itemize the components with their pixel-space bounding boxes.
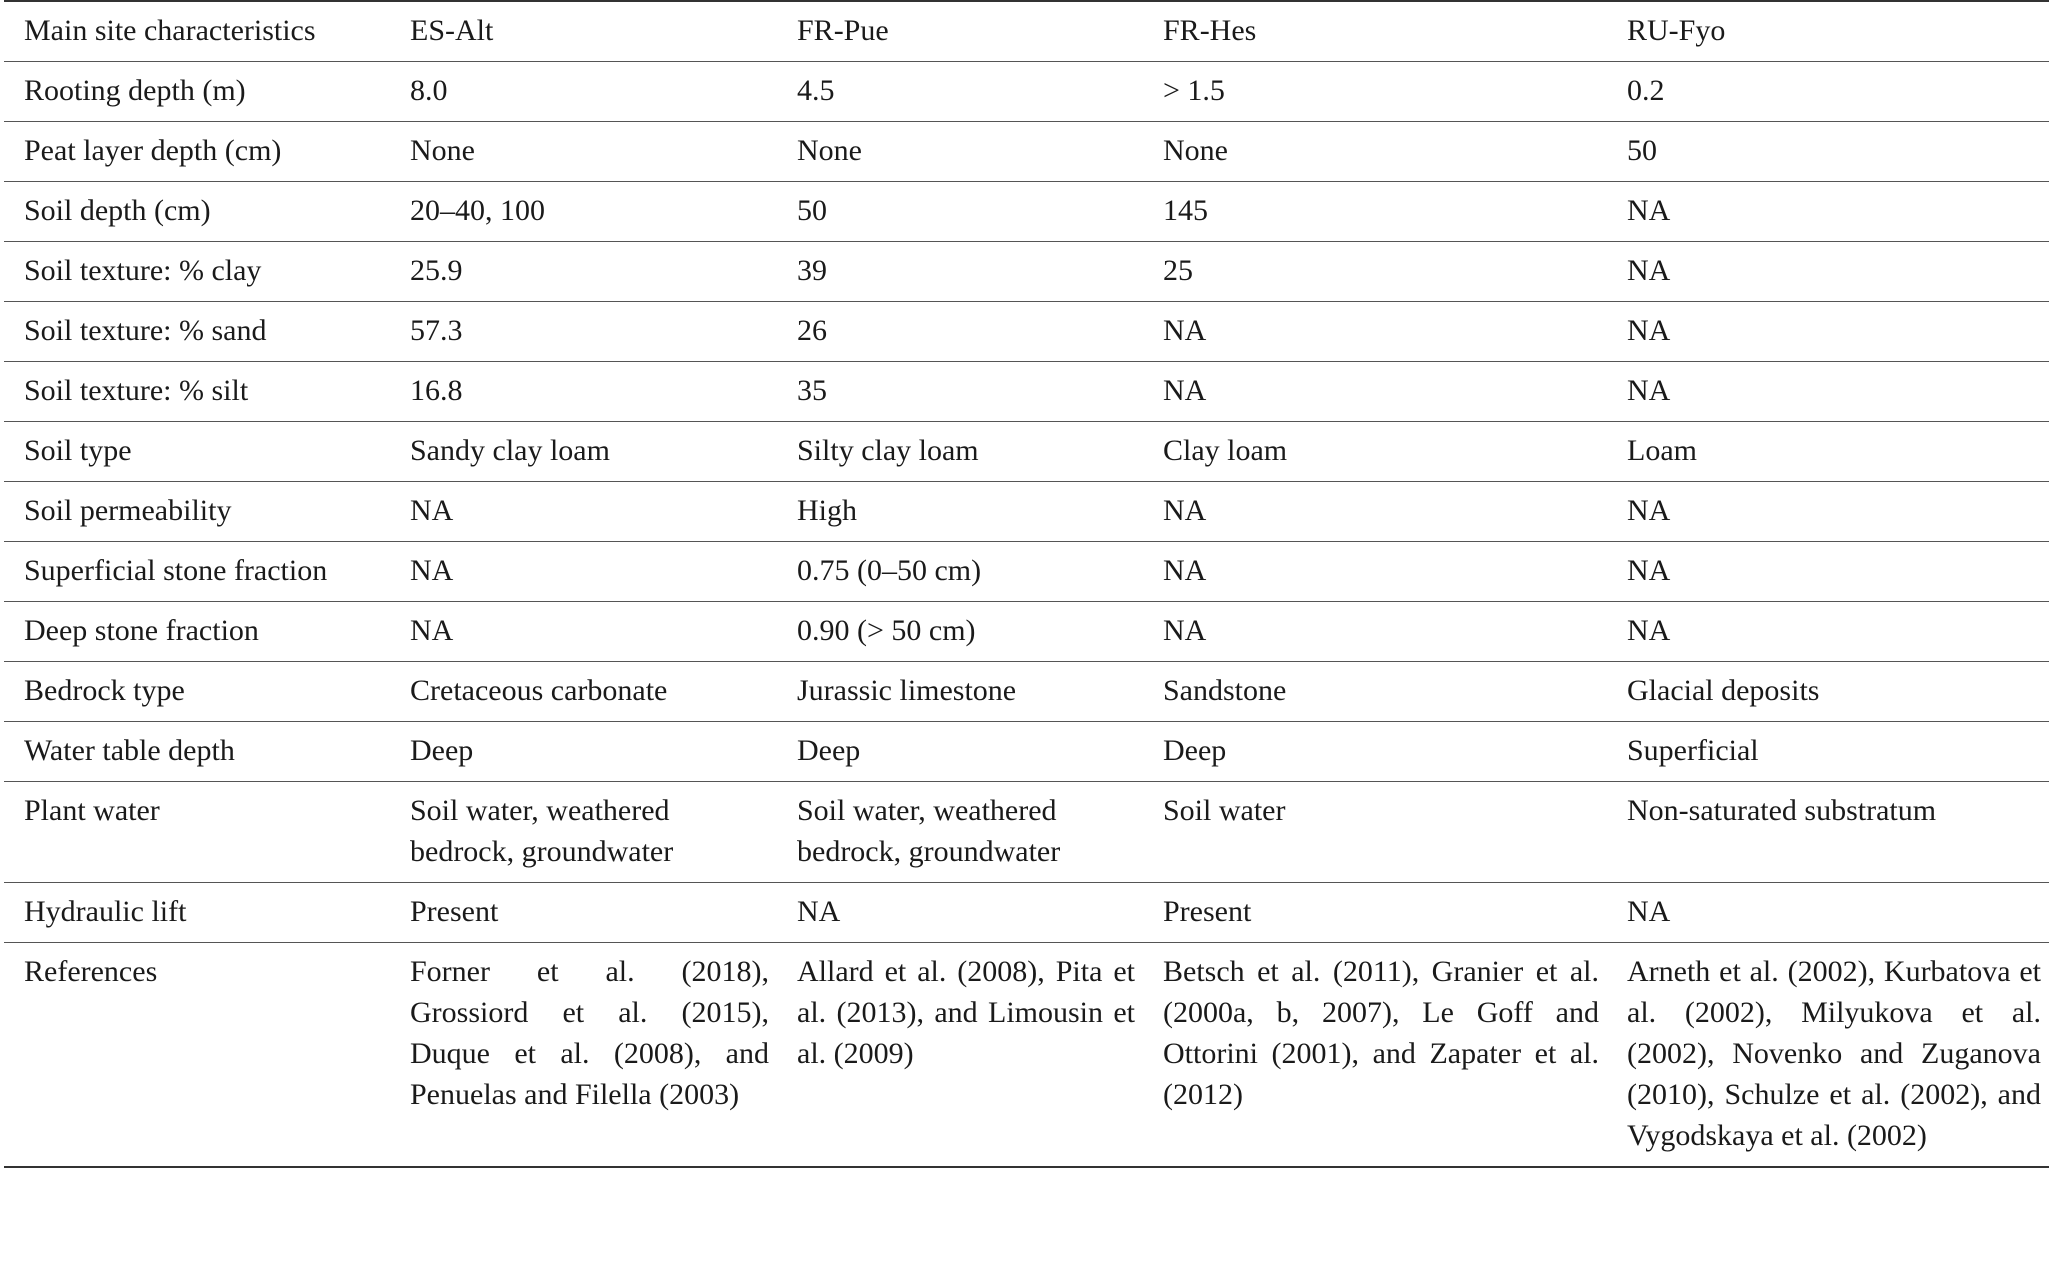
row-label: Soil texture: % clay	[4, 242, 390, 302]
cell-es-alt: 20–40, 100	[390, 182, 777, 242]
cell-fr-pue: 26	[777, 302, 1143, 362]
row-label: Deep stone fraction	[4, 602, 390, 662]
row-label: Soil type	[4, 422, 390, 482]
table-row	[4, 722, 2049, 782]
row-label: Soil texture: % silt	[4, 362, 390, 422]
cell-ru-fyo: NA	[1607, 542, 2049, 602]
row-label: References	[4, 943, 390, 1168]
header-characteristic: Main site characteristics	[4, 1, 390, 62]
cell-fr-hes: Present	[1143, 883, 1607, 943]
cell-ru-fyo-references: Arneth et al. (2002), Kurbatova et al. (2002), Milyukova et al. (2002), Novenko and Zuganova (2010), Schulze et al. (2002), and Vygodskaya et al. (2002)	[1607, 943, 2049, 1168]
table-row	[4, 943, 2049, 1168]
cell-fr-hes: Sandstone	[1143, 662, 1607, 722]
table-row	[4, 242, 2049, 302]
cell-fr-pue: 0.75 (0–50 cm)	[777, 542, 1143, 602]
cell-ru-fyo: Loam	[1607, 422, 2049, 482]
table-row	[4, 122, 2049, 182]
cell-fr-pue: 0.90 (> 50 cm)	[777, 602, 1143, 662]
cell-fr-hes: NA	[1143, 302, 1607, 362]
row-label: Soil depth (cm)	[4, 182, 390, 242]
row-label: Rooting depth (m)	[4, 62, 390, 122]
cell-es-alt: NA	[390, 602, 777, 662]
cell-fr-pue: Silty clay loam	[777, 422, 1143, 482]
cell-es-alt: 16.8	[390, 362, 777, 422]
cell-fr-pue: Deep	[777, 722, 1143, 782]
row-label: Hydraulic lift	[4, 883, 390, 943]
cell-ru-fyo: Superficial	[1607, 722, 2049, 782]
cell-es-alt: Deep	[390, 722, 777, 782]
cell-es-alt: Cretaceous carbonate	[390, 662, 777, 722]
cell-fr-pue-references: Allard et al. (2008), Pita et al. (2013), and Limousin et al. (2009)	[777, 943, 1143, 1168]
table-header	[4, 1, 2049, 62]
table-body	[4, 62, 2049, 1168]
header-es-alt: ES-Alt	[390, 1, 777, 62]
cell-fr-hes: > 1.5	[1143, 62, 1607, 122]
cell-es-alt: None	[390, 122, 777, 182]
cell-es-alt: NA	[390, 482, 777, 542]
header-ru-fyo: RU-Fyo	[1607, 1, 2049, 62]
cell-ru-fyo: NA	[1607, 362, 2049, 422]
table-row	[4, 662, 2049, 722]
cell-es-alt: 57.3	[390, 302, 777, 362]
cell-fr-hes: 25	[1143, 242, 1607, 302]
cell-ru-fyo: NA	[1607, 602, 2049, 662]
cell-fr-pue: 4.5	[777, 62, 1143, 122]
cell-fr-pue: 35	[777, 362, 1143, 422]
table-row	[4, 482, 2049, 542]
cell-ru-fyo: NA	[1607, 883, 2049, 943]
cell-fr-pue: High	[777, 482, 1143, 542]
header-fr-hes: FR-Hes	[1143, 1, 1607, 62]
site-characteristics-table	[4, 0, 2049, 1168]
cell-ru-fyo: 0.2	[1607, 62, 2049, 122]
cell-ru-fyo: NA	[1607, 302, 2049, 362]
cell-es-alt-references: Forner et al. (2018), Grossiord et al. (2015), Duque et al. (2008), and Penuelas and Filella (2003)	[390, 943, 777, 1168]
cell-es-alt: Sandy clay loam	[390, 422, 777, 482]
cell-fr-hes: Deep	[1143, 722, 1607, 782]
cell-fr-pue: Jurassic limestone	[777, 662, 1143, 722]
row-label: Bedrock type	[4, 662, 390, 722]
cell-ru-fyo: 50	[1607, 122, 2049, 182]
row-label: Soil permeability	[4, 482, 390, 542]
cell-ru-fyo: Non-saturated substratum	[1607, 782, 2049, 883]
cell-fr-hes: 145	[1143, 182, 1607, 242]
cell-es-alt: Soil water, weathered bedrock, groundwater	[390, 782, 777, 883]
cell-fr-pue: 50	[777, 182, 1143, 242]
table-row	[4, 883, 2049, 943]
cell-fr-hes: None	[1143, 122, 1607, 182]
cell-es-alt: 25.9	[390, 242, 777, 302]
row-label: Soil texture: % sand	[4, 302, 390, 362]
table-row	[4, 542, 2049, 602]
cell-fr-pue: NA	[777, 883, 1143, 943]
row-label: Peat layer depth (cm)	[4, 122, 390, 182]
table-row	[4, 422, 2049, 482]
cell-fr-hes: NA	[1143, 362, 1607, 422]
cell-fr-hes-references: Betsch et al. (2011), Granier et al. (2000a, b, 2007), Le Goff and Ottorini (2001), and Zapater et al. (2012)	[1143, 943, 1607, 1168]
cell-es-alt: Present	[390, 883, 777, 943]
row-label: Water table depth	[4, 722, 390, 782]
cell-fr-hes: NA	[1143, 482, 1607, 542]
row-label: Superficial stone fraction	[4, 542, 390, 602]
table-row	[4, 782, 2049, 883]
table-row	[4, 182, 2049, 242]
table-row	[4, 302, 2049, 362]
cell-fr-hes: Soil water	[1143, 782, 1607, 883]
cell-ru-fyo: NA	[1607, 482, 2049, 542]
cell-fr-hes: NA	[1143, 542, 1607, 602]
table-row	[4, 602, 2049, 662]
cell-es-alt: 8.0	[390, 62, 777, 122]
cell-es-alt: NA	[390, 542, 777, 602]
table-row	[4, 362, 2049, 422]
header-row	[4, 1, 2049, 62]
cell-fr-hes: NA	[1143, 602, 1607, 662]
cell-fr-pue: Soil water, weathered bedrock, groundwater	[777, 782, 1143, 883]
cell-fr-pue: 39	[777, 242, 1143, 302]
cell-ru-fyo: NA	[1607, 242, 2049, 302]
table-row	[4, 62, 2049, 122]
cell-fr-hes: Clay loam	[1143, 422, 1607, 482]
cell-ru-fyo: NA	[1607, 182, 2049, 242]
cell-fr-pue: None	[777, 122, 1143, 182]
header-fr-pue: FR-Pue	[777, 1, 1143, 62]
cell-ru-fyo: Glacial deposits	[1607, 662, 2049, 722]
row-label: Plant water	[4, 782, 390, 883]
